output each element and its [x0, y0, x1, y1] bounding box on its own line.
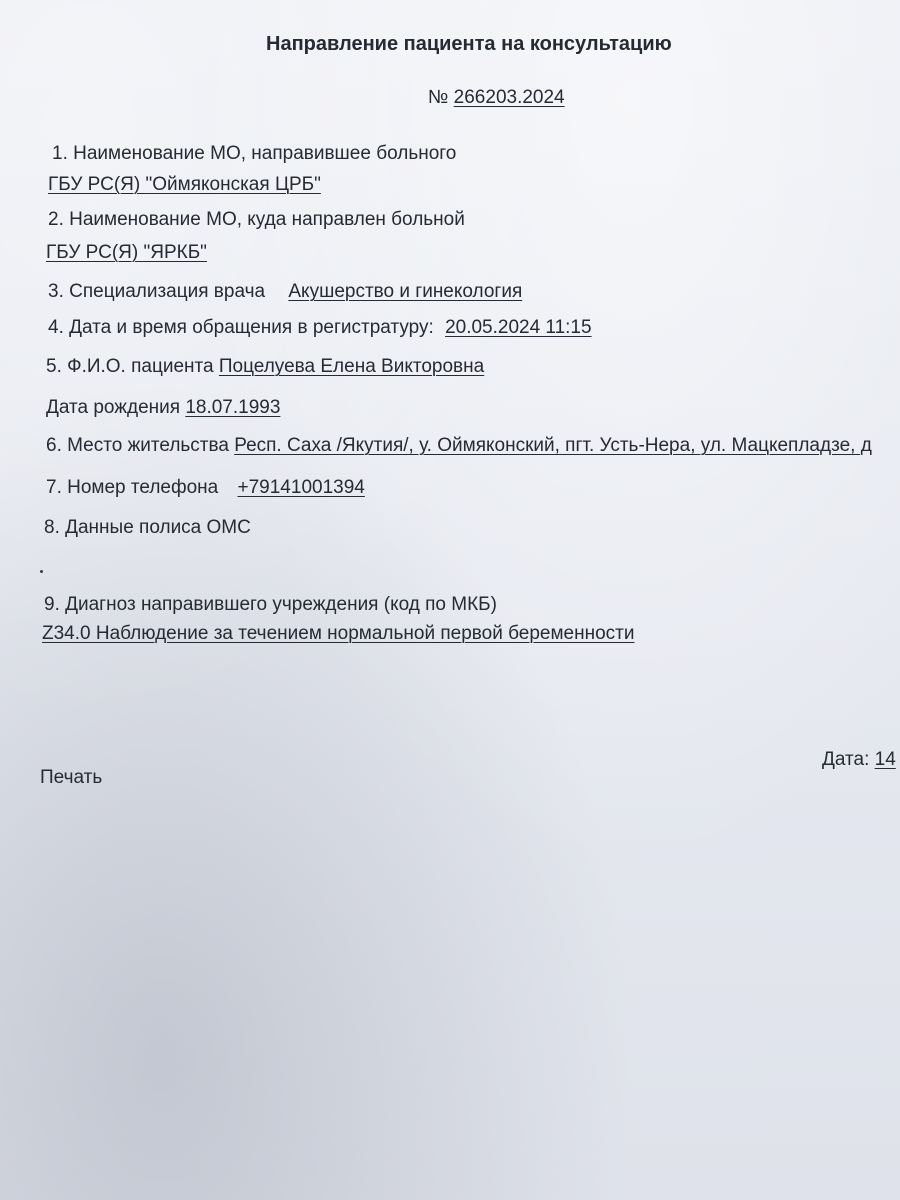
phone-row	[46, 476, 365, 500]
print-label: Печать	[40, 767, 103, 788]
registration-value: 20.05.2024 11:15	[445, 317, 592, 338]
referral-number-value: 266203.2024	[453, 87, 565, 108]
registration-label: 4. Дата и время обращения в регистратуру:	[48, 317, 434, 338]
patient-name-value: Поцелуева Елена Викторовна	[218, 356, 485, 377]
date-row	[822, 748, 896, 772]
referral-number	[428, 86, 565, 110]
mo-to-value: ГБУ РС(Я) "ЯРКБ"	[46, 242, 207, 263]
specialization-value: Акушерство и гинекология	[288, 281, 523, 302]
referral-number-prefix: №	[428, 87, 449, 108]
diagnosis-value: Z34.0 Наблюдение за течением нормальной первой беременности	[42, 623, 635, 644]
birth-date-label: Дата рождения	[46, 397, 181, 418]
residence-value: Респ. Саха /Якутия/, у. Оймяконский, пгт. Усть-Нера, ул. Мацкепладзе, д	[234, 435, 872, 456]
birth-date-value: 18.07.1993	[185, 397, 281, 418]
specialization-row	[48, 280, 522, 304]
residence-label: 6. Место жительства	[46, 435, 229, 456]
registration-row	[48, 316, 592, 340]
mo-from-value: ГБУ РС(Я) "Оймяконская ЦРБ"	[48, 174, 321, 195]
date-label: Дата:	[822, 749, 870, 770]
diagnosis-label: 9. Диагноз направившего учреждения (код по МКБ)	[44, 594, 497, 615]
residence-row	[46, 434, 872, 458]
birth-row	[46, 396, 280, 420]
phone-label: 7. Номер телефона	[46, 477, 219, 498]
document-title: Направление пациента на консультацию	[266, 33, 672, 55]
specialization-label: 3. Специализация врача	[48, 281, 266, 302]
stray-dot	[40, 570, 43, 573]
mo-to-label: 2. Наименование МО, куда направлен больной	[48, 209, 465, 230]
date-value: 14	[874, 749, 896, 770]
patient-row	[46, 355, 484, 379]
oms-label: 8. Данные полиса ОМС	[44, 517, 251, 538]
patient-label: 5. Ф.И.О. пациента	[46, 356, 214, 377]
mo-from-label: 1. Наименование МО, направившее больного	[52, 143, 457, 164]
phone-value: +79141001394	[237, 477, 365, 498]
